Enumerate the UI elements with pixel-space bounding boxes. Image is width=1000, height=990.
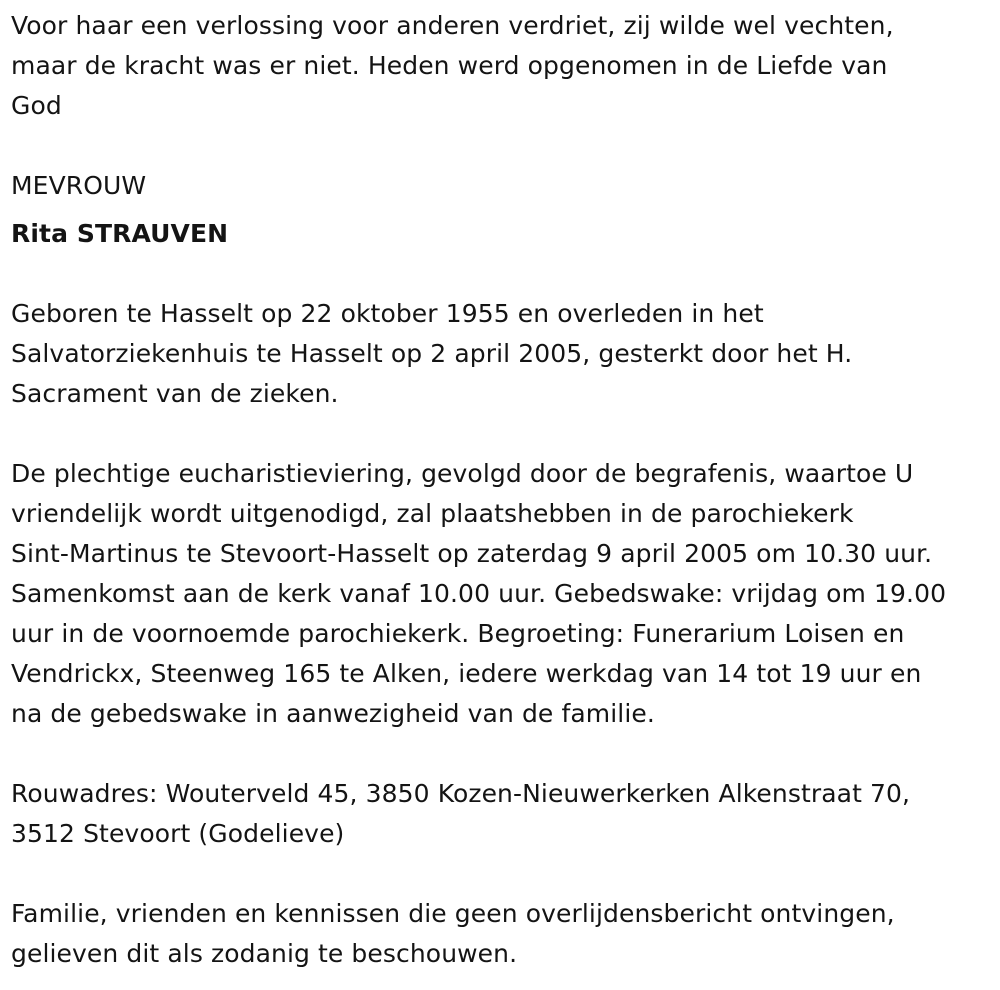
spacer xyxy=(11,734,996,774)
spacer xyxy=(11,126,996,166)
intro-paragraph: Voor haar een verlossing voor anderen verdriet, zij wilde wel vechten, maar de kracht was er niet. Heden werd opgenomen in de Liefde van God xyxy=(11,11,894,120)
ceremony-paragraph: De plechtige eucharistieviering, gevolgd door de begrafenis, waartoe U vriendelijk wordt uitgenodigd, zal plaatshebben in de parochiekerk Sint-Martinus te Stevoort-Hasselt op zaterdag 9 april 2005 om 10.30 uur. Samenkomst aan de kerk vanaf 10.00 uur. Gebedswake: vrijdag om 19.00 uur in de voornoemde parochiekerk. Begroeting: Funerarium Loisen en Vendrickx, Steenweg 165 te Alken, iedere werkdag van 14 tot 19 uur en na de gebedswake in aanwezigheid van de familie. xyxy=(11,459,947,728)
spacer xyxy=(11,414,996,454)
mourning-address: Rouwadres: Wouterveld 45, 3850 Kozen-Nieuwerkerken Alkenstraat 70, 3512 Stevoort (Godelieve) xyxy=(11,779,911,848)
spacer xyxy=(11,254,996,294)
honorific-title: MEVROUW xyxy=(11,171,147,200)
spacer xyxy=(11,854,996,894)
deceased-name: Rita STRAUVEN xyxy=(11,219,229,248)
closing-paragraph: Familie, vrienden en kennissen die geen overlijdensbericht ontvingen, gelieven dit als zodanig te beschouwen. xyxy=(11,899,895,968)
death-notice xyxy=(11,6,996,974)
birth-death-paragraph: Geboren te Hasselt op 22 oktober 1955 en overleden in het Salvatorziekenhuis te Hasselt op 2 april 2005, gesterkt door het H. Sacrament van de zieken. xyxy=(11,299,853,408)
